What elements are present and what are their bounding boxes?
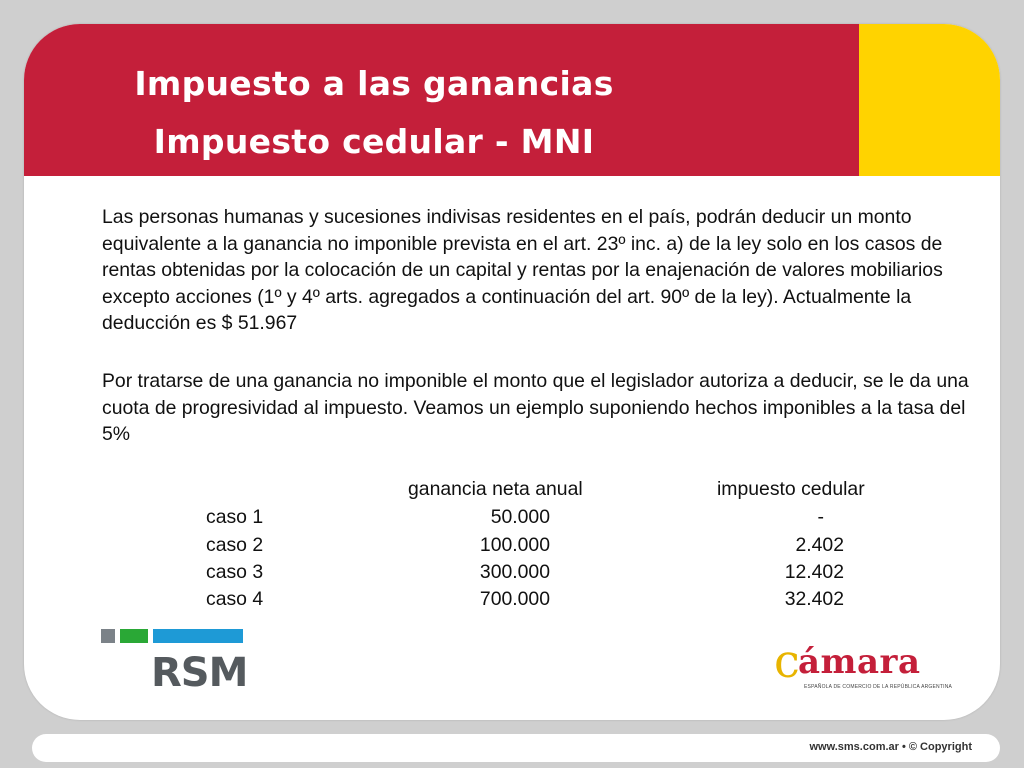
body-paragraph-1: Las personas humanas y sucesiones indivisas residentes en el país, podrán deducir un monto equivalente a la ganancia no imponible prevista en el art. 23º inc. a) de la ley solo en los casos de rentas obtenidas por la colocación de un capital y rentas por la enajenación de valores mobiliarios excepto acciones (1º y 4º arts. agregados a continuación del art. 90º de la ley). Actualmente la deducción es $ 51.967 <box>102 206 943 334</box>
footer-bar <box>32 734 1000 762</box>
table-header-ganancia: ganancia neta anual <box>408 478 583 500</box>
table-cell-ganancia: 100.000 <box>479 534 550 556</box>
rsm-bar-green <box>120 629 148 643</box>
camara-logo-text: ámara <box>798 642 921 682</box>
accent-block <box>859 24 1000 176</box>
table-cell-impuesto: 2.402 <box>795 534 844 556</box>
camara-logo-initial: c <box>774 634 800 688</box>
table-row-label: caso 4 <box>206 588 264 610</box>
table-cell-impuesto: 12.402 <box>784 561 844 583</box>
title-banner <box>24 24 859 176</box>
page-subtitle: Impuesto cedular - MNI <box>153 122 595 161</box>
table-cell-impuesto: - <box>817 506 824 528</box>
slide <box>24 24 1000 720</box>
table-cell-impuesto: 32.402 <box>784 588 844 610</box>
footer-copyright: www.sms.com.ar • © Copyright <box>809 741 972 753</box>
camara-logo-subtitle: ESPAÑOLA DE COMERCIO DE LA REPÚBLICA ARGENTINA <box>804 684 953 690</box>
table-row-label: caso 3 <box>206 561 264 583</box>
table-cell-ganancia: 300.000 <box>479 561 550 583</box>
table-row-label: caso 2 <box>206 534 264 556</box>
body-paragraph-2: Por tratarse de una ganancia no imponible el monto que el legislador autoriza a deducir, se le da una cuota de progresividad al impuesto. Veamos un ejemplo suponiendo hechos imponibles a la tasa del 5% <box>102 370 969 445</box>
rsm-bar-blue <box>153 629 243 643</box>
camara-logo <box>774 634 954 694</box>
rsm-logo-text: RSM <box>151 650 248 696</box>
table-row-label: caso 1 <box>206 506 264 528</box>
table-cell-ganancia: 50.000 <box>490 506 550 528</box>
rsm-bar-gray <box>101 629 115 643</box>
table-cell-ganancia: 700.000 <box>479 588 550 610</box>
table-header-impuesto: impuesto cedular <box>717 478 865 500</box>
page-title: Impuesto a las ganancias <box>134 64 614 103</box>
